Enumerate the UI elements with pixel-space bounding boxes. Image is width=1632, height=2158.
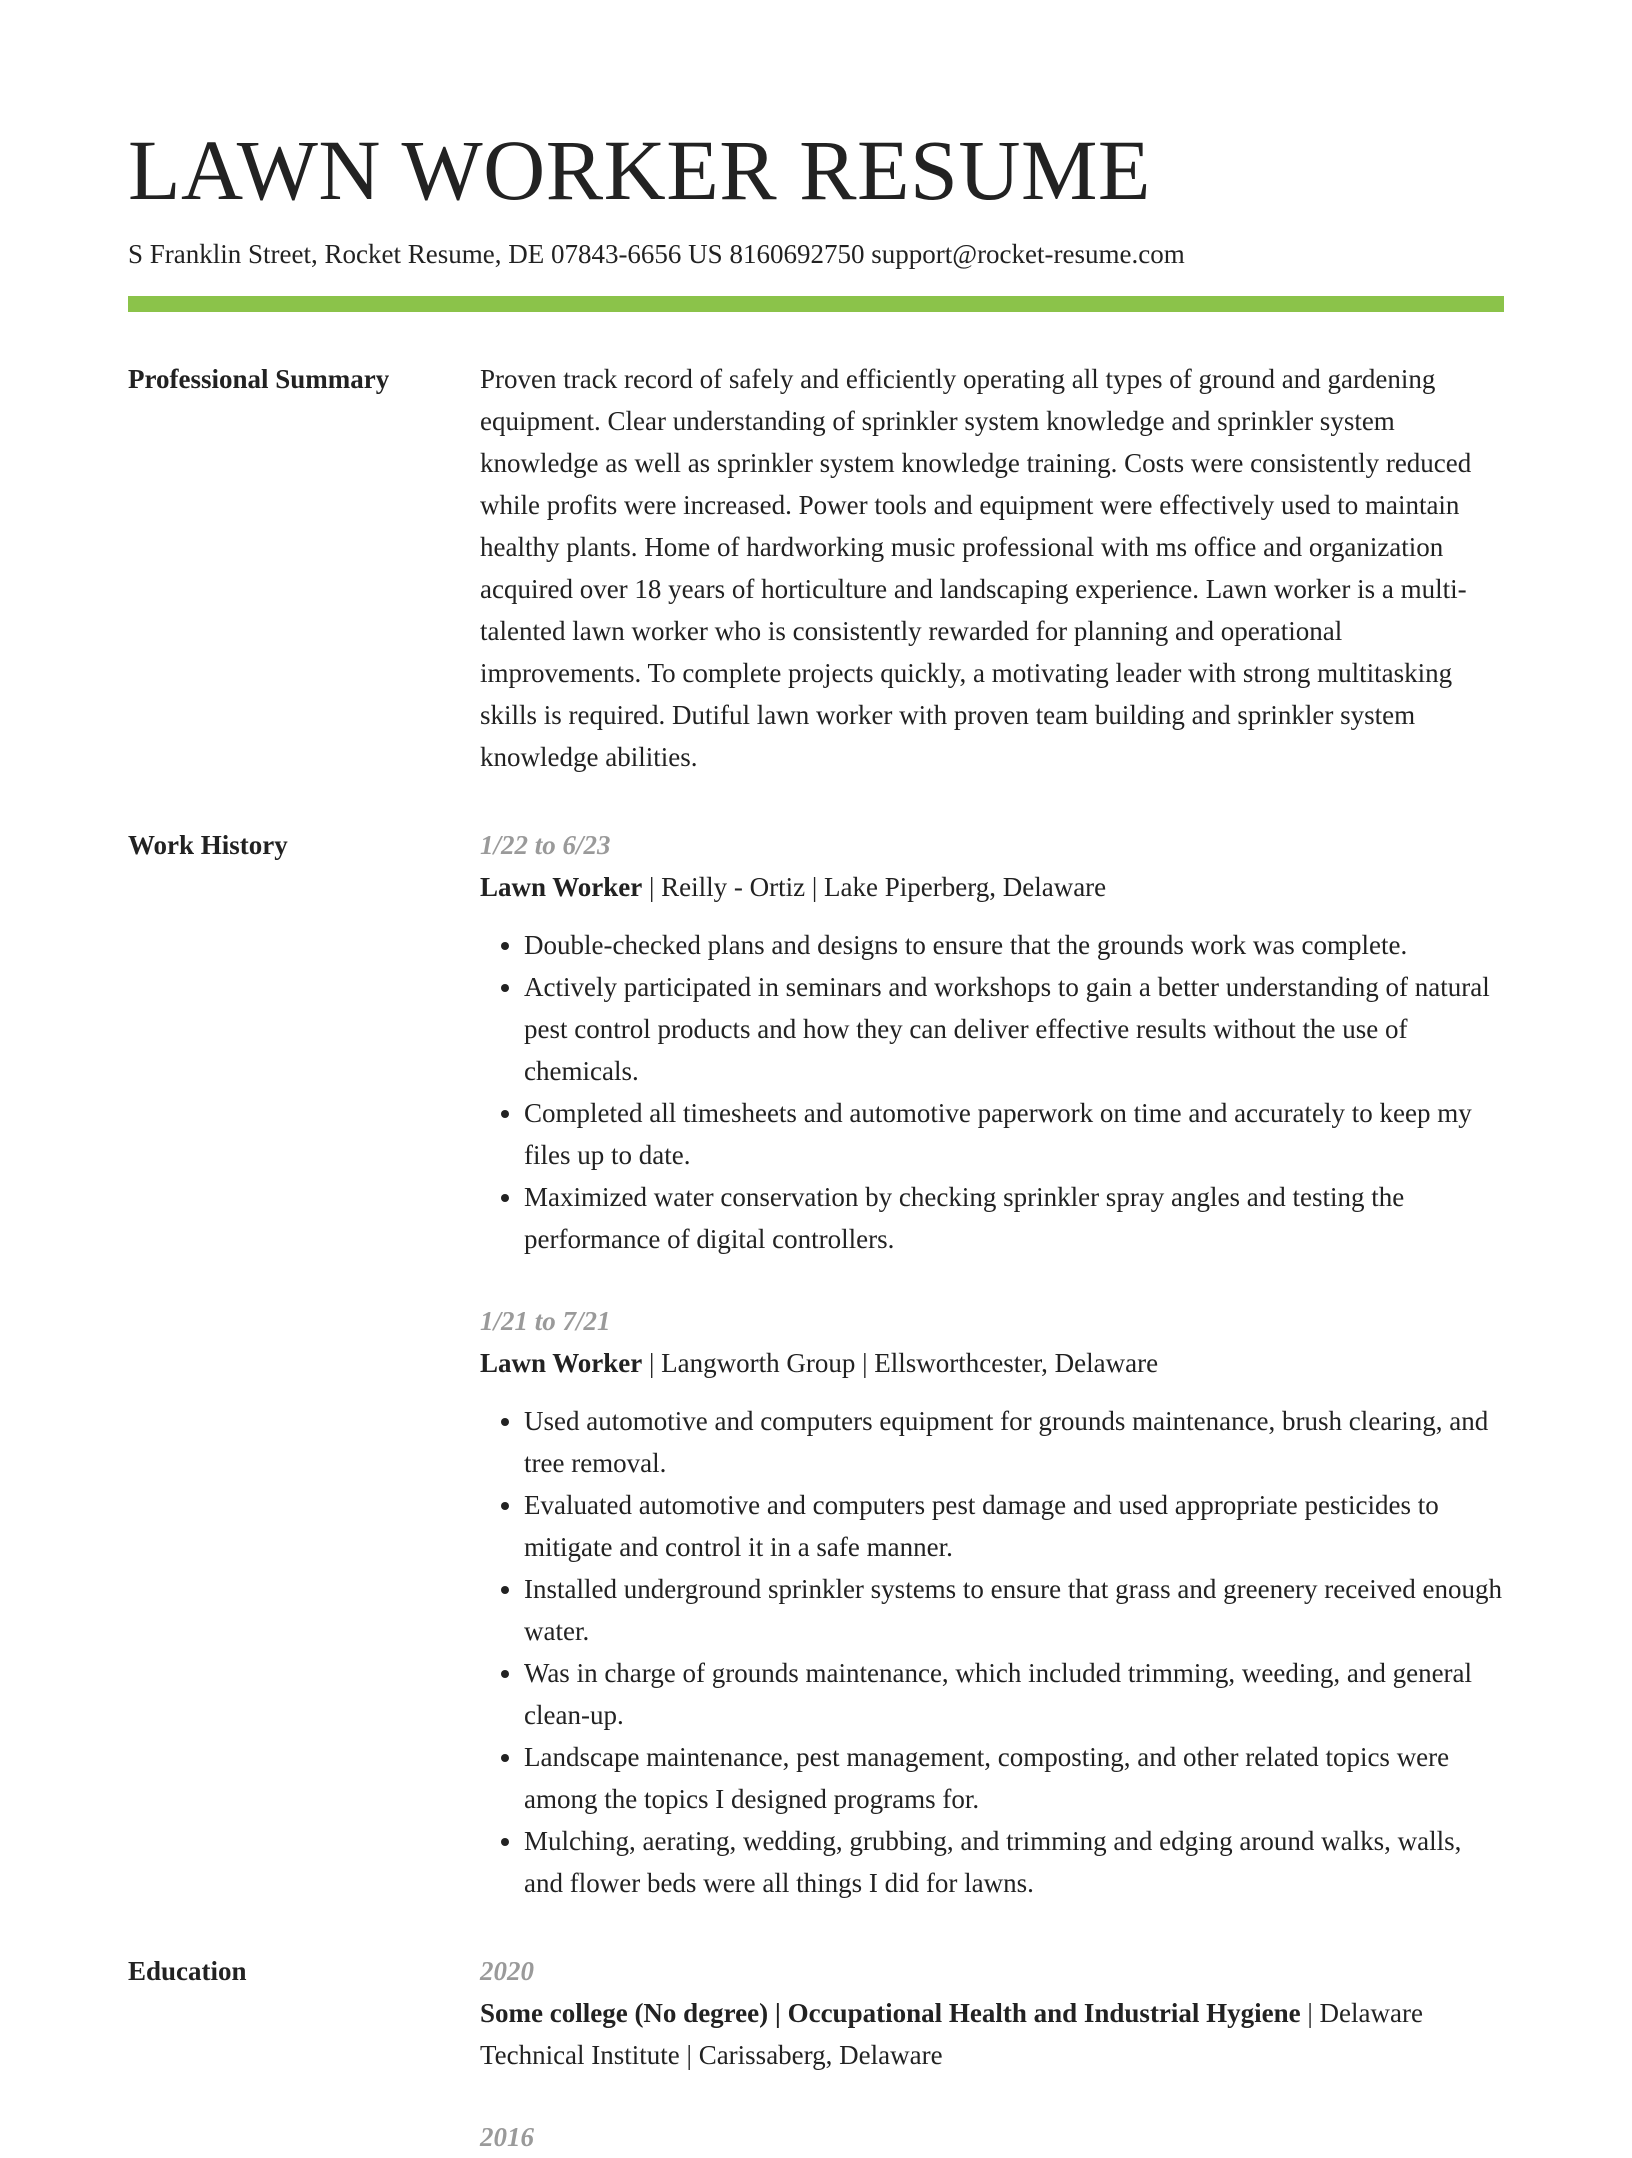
summary-text: Proven track record of safely and efficiently operating all types of ground and gardening equipment. Clear understanding of sprinkler system knowledge and sprinkler system knowledge as well as sprinkler system knowledge training. Costs were consistently reduced while profits were increased. Power tools and equipment were effectively used to maintain healthy plants. Home of hardworking music professional with ms office and organization acquired over 18 years of horticulture and landscaping experience. Lawn worker is a multi-talented lawn worker who is consistently rewarded for planning and operational improvements. To complete projects quickly, a motivating leader with strong multitasking skills is required. Dutiful lawn worker with proven team building and sprinkler system knowledge abilities. — [480, 364, 1472, 772]
job-duties-list — [480, 924, 1504, 1260]
job-duty: • Mulching, aerating, wedding, grubbing, and trimming and edging around walks, walls, and flower beds were all things I did for lawns. — [524, 1820, 1504, 1904]
education-year: 2016 — [480, 2122, 534, 2152]
job-title: Lawn Worker — [480, 872, 643, 902]
work-history-section — [128, 824, 1504, 1904]
job-heading — [480, 866, 1504, 908]
job-employer-location: | Langworth Group | Ellsworthcester, Delaware — [642, 1348, 1159, 1378]
education-heading — [480, 1992, 1504, 2076]
education-year: 2020 — [480, 1956, 534, 1986]
work-history-body — [480, 824, 1504, 1904]
section-label-summary: Professional Summary — [128, 364, 390, 394]
job-duty: • Evaluated automotive and computers pest damage and used appropriate pesticides to mitigate and control it in a safe manner. — [524, 1484, 1504, 1568]
job-duty: • Installed underground sprinkler systems to ensure that grass and greenery received enough water. — [524, 1568, 1504, 1652]
job-duty: • Landscape maintenance, pest management, composting, and other related topics were among the topics I designed programs for. — [524, 1736, 1504, 1820]
education-institution: | Delaware Technical Institute | Carissaberg, Delaware — [480, 1998, 1423, 2070]
job-entry — [480, 824, 1504, 1260]
education-entry — [480, 2116, 1504, 2158]
accent-divider — [128, 296, 1504, 312]
job-dates: 1/21 to 7/21 — [480, 1306, 611, 1336]
education-entry — [480, 1950, 1504, 2076]
summary-section — [128, 358, 1504, 778]
job-heading — [480, 1342, 1504, 1384]
summary-body — [480, 358, 1504, 778]
job-title: Lawn Worker — [480, 1348, 643, 1378]
resume-page — [128, 118, 1504, 2158]
job-duty: • Completed all timesheets and automotive paperwork on time and accurately to keep my files up to date. — [524, 1092, 1504, 1176]
section-label-work-history: Work History — [128, 830, 288, 860]
education-section — [128, 1950, 1504, 2158]
resume-title: LAWN WORKER RESUME — [128, 122, 1151, 218]
contact-info: S Franklin Street, Rocket Resume, DE 07843-6656 US 8160692750 support@rocket-resume.com — [128, 239, 1185, 269]
job-employer-location: | Reilly - Ortiz | Lake Piperberg, Delaware — [642, 872, 1107, 902]
job-duty: • Maximized water conservation by checking sprinkler spray angles and testing the performance of digital controllers. — [524, 1176, 1504, 1260]
job-duty: • Used automotive and computers equipment for grounds maintenance, brush clearing, and tree removal. — [524, 1400, 1504, 1484]
job-duty: • Actively participated in seminars and workshops to gain a better understanding of natural pest control products and how they can deliver effective results without the use of chemicals. — [524, 966, 1504, 1092]
job-duty: • Double-checked plans and designs to ensure that the grounds work was complete. — [524, 924, 1504, 966]
job-duties-list — [480, 1400, 1504, 1904]
education-body — [480, 1950, 1504, 2158]
job-duty: • Was in charge of grounds maintenance, which included trimming, weeding, and general clean-up. — [524, 1652, 1504, 1736]
education-degree: Some college (No degree) | Occupational Health and Industrial Hygiene — [480, 1998, 1301, 2028]
job-dates: 1/22 to 6/23 — [480, 830, 611, 860]
section-label-education: Education — [128, 1956, 247, 1986]
job-entry — [480, 1300, 1504, 1904]
